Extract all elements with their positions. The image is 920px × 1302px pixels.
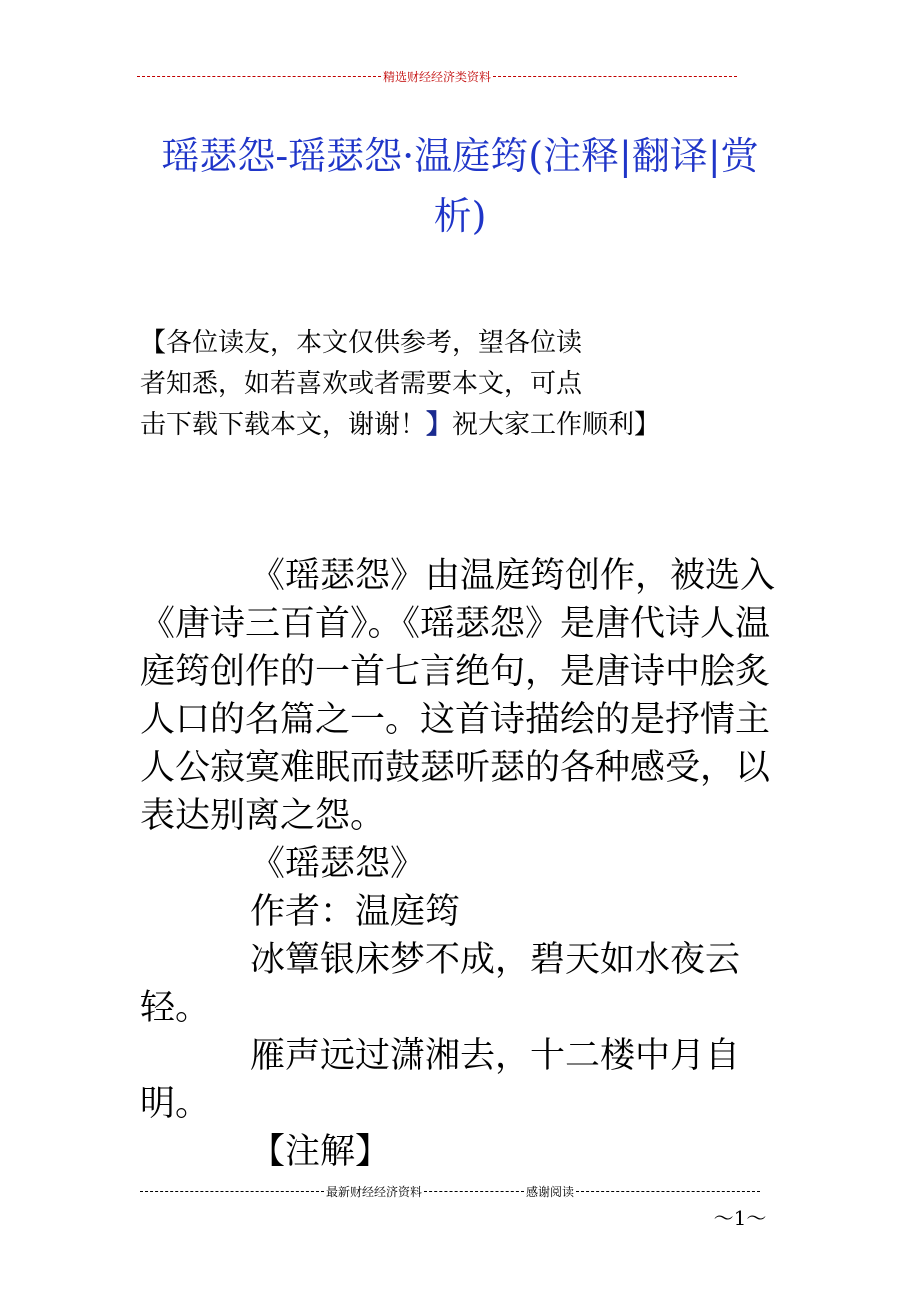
notice-line-2 [140, 364, 740, 405]
notice-line-3-text: 击下载下载本文，谢谢！ [140, 410, 427, 440]
footer-left-text: 最新财经经济资料 [325, 1184, 422, 1199]
notice-block [140, 323, 740, 446]
footer-dash-3 [576, 1191, 760, 1192]
poem-verse-2: 雁声远过潇湘去，十二楼中月自明。 [140, 1036, 741, 1124]
intro-paragraph: 《瑶瑟怨》由温庭筠创作，被选入《唐诗三百首》。《瑶瑟怨》是唐代诗人温庭筠创作的一首七言绝句，是唐诗中脍炙人口的名篇之一。这首诗描绘的是抒情主人公寂寞难眠而鼓瑟听瑟的各种感受，以表达别离之怨。 [140, 556, 776, 836]
header-dash-right [493, 76, 737, 77]
notice-line-1-text: 【各位读友，本文仅供参考，望各位读 [140, 328, 583, 358]
notice-line-2-text: 者知悉，如若喜欢或者需要本文，可点 [140, 369, 583, 399]
notice-line-3 [140, 405, 740, 446]
header-text: 精选财经经济类资料 [383, 69, 492, 84]
footer-right-text: 感谢阅读 [526, 1184, 575, 1199]
notice-tail: 祝大家工作顺利】 [452, 410, 661, 440]
poem-verse-1: 冰簟银床梦不成，碧天如水夜云轻。 [140, 940, 741, 1028]
page-number: ～1～ [713, 1206, 767, 1230]
notice-line-1 [140, 323, 740, 364]
document-title: 瑶瑟怨-瑶瑟怨·温庭筠(注释|翻译|赏析) [161, 134, 759, 238]
footer-dash-2 [424, 1191, 524, 1192]
page-header [137, 66, 737, 86]
main-content [140, 552, 785, 1176]
poem-title: 《瑶瑟怨》 [250, 844, 426, 884]
section-heading: 【注解】 [250, 1132, 391, 1172]
page-footer [140, 1182, 760, 1200]
footer-dash-1 [140, 1191, 324, 1192]
notice-bracket: 】 [426, 410, 453, 440]
poem-author: 作者：温庭筠 [250, 892, 461, 932]
header-dash-left [137, 76, 381, 77]
